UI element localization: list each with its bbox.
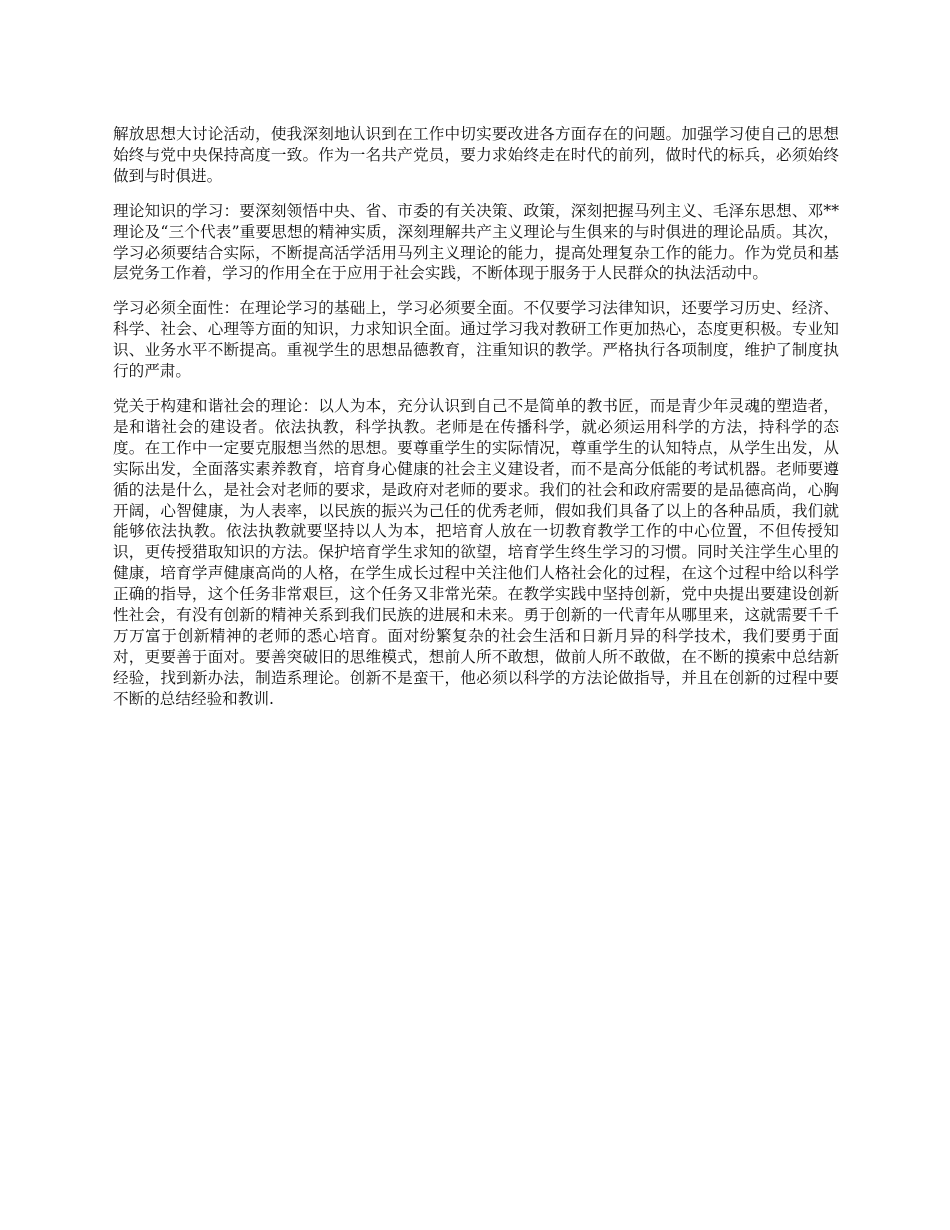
paragraph-4: 党关于构建和谐社会的理论：以人为本，充分认识到自己不是简单的教书匠，而是青少年灵魂的塑造者，是和谐社会的建设者。依法执教，科学执教。老师是在传播科学，就必须运用科学的方法，持科学的态度。在工作中一定要克服想当然的思想。要尊重学生的实际情况，尊重学生的认知特点，从学生出发，从实际出发，全面落实素养教育，培育身心健康的社会主义建设者，而不是高分低能的考试机器。老师要遵循的法是什么，是社会对老师的要求，是政府对老师的要求。我们的社会和政府需要的是品德高尚，心胸开阔，心智健康，为人表率，以民族的振兴为己任的优秀老师，假如我们具备了以上的各种品质，我们就能够依法执教。依法执教就要坚持以人为本，把培育人放在一切教育教学工作的中心位置，不但传授知识，更传授猎取知识的方法。保护培育学生求知的欲望，培育学生终生学习的习惯。同时关注学生心里的健康，培育学声健康高尚的人格，在学生成长过程中关注他们人格社会化的过程，在这个过程中给以科学正确的指导，这个任务非常艰巨，这个任务又非常光荣。在教学实践中坚持创新，党中央提出要建设创新性社会，有没有创新的精神关系到我们民族的进展和未来。勇于创新的一代青年从哪里来，这就需要千千万万富于创新精神的老师的悉心培育。面对纷繁复杂的社会生活和日新月异的科学技术，我们要勇于面对，更要善于面对。要善突破旧的思维模式，想前人所不敢想，做前人所不敢做，在不断的摸索中总结新经验，找到新办法，制造系理论。创新不是蛮干，他必须以科学的方法论做指导，并且在创新的过程中要不断的总结经验和教训. xyxy=(113,396,839,708)
paragraph-3: 学习必须全面性：在理论学习的基础上，学习必须要全面。不仅要学习法律知识，还要学习历史、经济、科学、社会、心理等方面的知识，力求知识全面。通过学习我对教研工作更加热心，态度更积极。专业知识、业务水平不断提高。重视学生的思想品德教育，注重知识的教学。严格执行各项制度，维护了制度执行的严肃。 xyxy=(113,299,839,381)
paragraph-2: 理论知识的学习：要深刻领悟中央、省、市委的有关决策、政策，深刻把握马列主义、毛泽东思想、邓**理论及“三个代表”重要思想的精神实质，深刻理解共产主义理论与生俱来的与时俱进的理论品质。其次，学习必须要结合实际，不断提高活学活用马列主义理论的能力，提高处理复杂工作的能力。作为党员和基层党务工作着，学习的作用全在于应用于社会实践，不断体现于服务于人民群众的执法活动中。 xyxy=(113,201,839,283)
document-page xyxy=(113,124,839,724)
paragraph-1: 解放思想大讨论活动，使我深刻地认识到在工作中切实要改进各方面存在的问题。加强学习使自己的思想始终与党中央保持高度一致。作为一名共产党员，要力求始终走在时代的前列，做时代的标兵，必须始终做到与时俱进。 xyxy=(113,125,839,185)
